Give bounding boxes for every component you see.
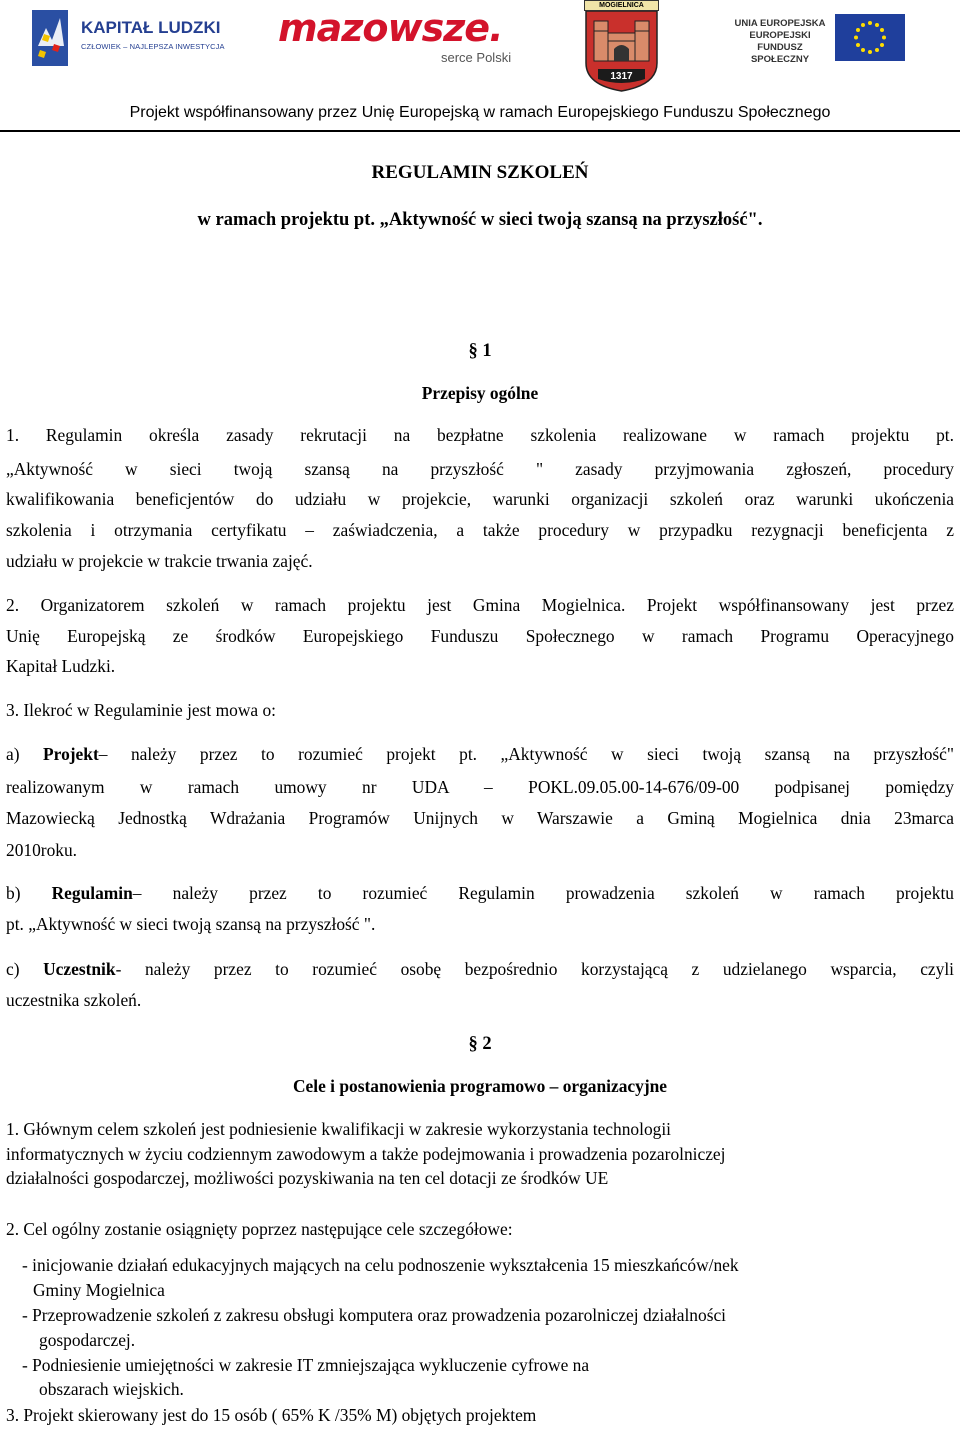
paragraph-1-line: 1. Regulamin określa zasady rekrutacji na bezpłatne szkolenia realizowane w ramach projektu pt. xyxy=(6,425,954,445)
definition-a-line: Mazowiecką Jednostką Wdrażania Programów Unijnych w Warszawie a Gminą Mogielnica dnia 23marca xyxy=(6,808,954,828)
document-title: REGULAMIN SZKOLEŃ xyxy=(371,162,589,183)
mogielnica-crest xyxy=(584,0,659,92)
cofinancing-line: Projekt współfinansowany przez Unię Europejską w ramach Europejskiego Funduszu Społecznego xyxy=(129,104,831,121)
mazowsze-logo xyxy=(278,6,528,68)
eu-logo xyxy=(731,14,906,64)
goal-1-line: działalności gospodarczej, możliwości pozyskiwania na ten cel dotacji ze środków UE xyxy=(6,1168,609,1188)
objective-item-line: obszarach wiejskich. xyxy=(39,1379,184,1399)
definition-b-prefix: b) xyxy=(6,883,52,903)
mazowsze-tagline: serce Polski xyxy=(441,50,512,65)
objective-item-line: - Przeprowadzenie szkoleń z zakresu obsługi komputera oraz prowadzenia pozarolniczej działalności xyxy=(22,1305,727,1325)
paragraph-2-line: 2. Organizatorem szkoleń w ramach projektu jest Gmina Mogielnica. Projekt współfinansowany jest przez xyxy=(6,595,954,615)
definition-c-line xyxy=(6,957,954,981)
crest-name: MOGIELNICA xyxy=(584,0,659,11)
paragraph-2-line: Kapitał Ludzki. xyxy=(6,656,116,676)
mazowsze-wordmark: mazowsze. xyxy=(278,6,503,50)
goal-2: 2. Cel ogólny zostanie osiągnięty poprzez następujące cele szczegółowe: xyxy=(6,1219,513,1239)
eu-fund-text: UNIA EUROPEJSKA EUROPEJSKI FUNDUSZ SPOŁECZNY xyxy=(734,18,826,65)
paragraph-1-line: szkolenia i otrzymania certyfikatu – zaświadczenia, a także procedury w przypadku rezygnacji beneficjenta z xyxy=(6,520,954,540)
objective-item-line: gospodarczej. xyxy=(39,1330,136,1350)
goal-1-line: informatycznych w życiu codziennym zawodowym a także podejmowania i prowadzenia pozarolniczej xyxy=(6,1144,726,1164)
definition-a-term: Projekt xyxy=(43,744,99,764)
kapital-ludzki-title: KAPITAŁ LUDZKI xyxy=(81,18,221,37)
logo-header xyxy=(0,0,960,96)
paragraph-3: 3. Ilekroć w Regulaminie jest mowa o: xyxy=(6,700,276,720)
definition-a-line: realizowanym w ramach umowy nr UDA – POKL.09.05.00-14-676/09-00 podpisanej pomiędzy xyxy=(6,777,954,797)
objective-item-line: - Podniesienie umiejętności w zakresie IT zmniejszająca wykluczenie cyfrowe na xyxy=(22,1355,590,1375)
header-divider xyxy=(0,130,960,132)
paragraph-1-line: udziału w projekcie w trakcie trwania zajęć. xyxy=(6,551,313,571)
definition-b-text: – należy przez to rozumieć Regulamin prowadzenia szkoleń w ramach projektu xyxy=(132,883,954,903)
objective-item-line: Gminy Mogielnica xyxy=(33,1280,165,1300)
definition-c-text: - należy przez to rozumieć osobę bezpośrednio korzystającą z udzielanego wsparcia, czyli xyxy=(115,959,955,979)
definition-a-text: – należy przez to rozumieć projekt pt. „Aktywność w sieci twoją szansą na przyszłość" xyxy=(98,744,954,764)
definition-c-prefix: c) xyxy=(6,959,44,979)
kapital-ludzki-logo xyxy=(30,6,225,68)
goal-3: 3. Projekt skierowany jest do 15 osób ( 65% K /35% M) objętych projektem xyxy=(6,1405,537,1425)
section-1-title: Przepisy ogólne xyxy=(421,383,539,403)
definition-a-line: 2010roku. xyxy=(6,840,78,860)
definition-b-line xyxy=(6,881,954,905)
definition-b-term: Regulamin xyxy=(51,883,133,903)
section-2-mark: § 2 xyxy=(468,1034,492,1054)
definition-c-term: Uczestnik xyxy=(43,959,116,979)
definition-b-line: pt. „Aktywność w sieci twoją szansą na przyszłość ". xyxy=(6,914,376,934)
objective-item-line: - inicjowanie działań edukacyjnych mających na celu podnoszenie wykształcenia 15 mieszkańców/nek xyxy=(22,1255,739,1275)
definition-c-line: uczestnika szkoleń. xyxy=(6,990,142,1010)
crest-year: 1317 xyxy=(610,71,633,82)
document-subtitle: w ramach projektu pt. „Aktywność w sieci twoją szansą na przyszłość". xyxy=(197,210,763,230)
eu-flag-icon xyxy=(835,14,905,61)
paragraph-2-line: Unię Europejską ze środków Europejskiego Funduszu Społecznego w ramach Programu Operacyjnego xyxy=(6,626,954,646)
definition-a-prefix: a) xyxy=(6,744,44,764)
goal-1-line: 1. Głównym celem szkoleń jest podniesienie kwalifikacji w zakresie wykorzystania technologii xyxy=(6,1119,671,1139)
section-2-title: Cele i postanowienia programowo – organizacyjne xyxy=(292,1076,668,1096)
definition-a-line xyxy=(6,742,954,766)
kapital-ludzki-subtitle: CZŁOWIEK – NAJLEPSZA INWESTYCJA xyxy=(81,42,225,51)
paragraph-1-line: „Aktywność w sieci twoją szansą na przyszłość " zasady przyjmowania zgłoszeń, procedury xyxy=(6,459,954,479)
kapital-ludzki-emblem-icon xyxy=(30,6,76,68)
section-1-mark: § 1 xyxy=(468,341,492,361)
paragraph-1-line: kwalifikowania beneficjentów do udziału w projekcie, warunki organizacji szkoleń oraz warunki ukończenia xyxy=(6,489,954,509)
